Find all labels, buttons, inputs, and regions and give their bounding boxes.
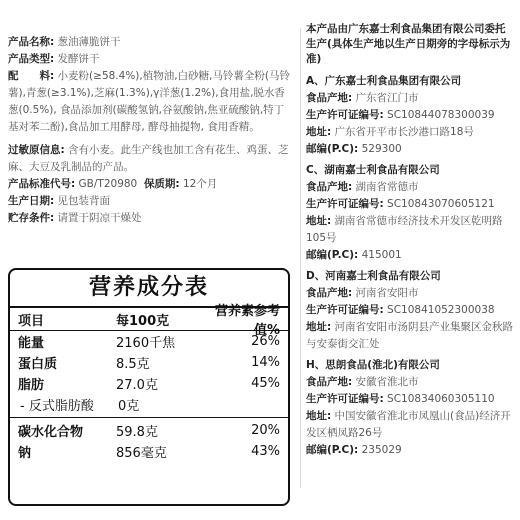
column-divider — [300, 28, 301, 488]
nutrient-amount: 0克 — [118, 399, 140, 414]
allergy-value: 含有小麦。此生产线也加工含有花生、鸡蛋、芝麻、大豆及乳制品的产品。 — [8, 144, 289, 173]
nutrition-header-row — [10, 304, 288, 338]
license-label: 生产许可证编号: — [306, 198, 384, 210]
storage-value: 请置于阴凉干燥处 — [57, 212, 142, 224]
nutrient-name: - 反式脂肪酸 — [20, 399, 94, 414]
license-label: 生产许可证编号: — [306, 304, 384, 316]
storage-label: 贮存条件: — [8, 212, 55, 224]
nutrient-nrv: 20% — [251, 423, 280, 438]
company-name: D、河南嘉士利食品有限公司 — [306, 270, 441, 282]
license-value: SC10844078300039 — [387, 109, 495, 121]
address-value: 湖南省常德市经济技术开发区乾明路105号 — [306, 215, 503, 244]
address-value: 河南省安阳市汤阴县产业集聚区金秋路与安泰街交汇处 — [306, 321, 514, 350]
header-nrv: 营养素参考值% — [214, 304, 280, 338]
product-type-row — [8, 51, 293, 68]
license-value: SC10841052300038 — [387, 304, 495, 316]
product-name-label: 产品名称: — [8, 36, 55, 48]
nutrient-name: 蛋白质 — [18, 357, 58, 372]
allergy-row — [8, 142, 293, 176]
origin-value: 湖南省常德市 — [355, 181, 419, 193]
nutrient-name: 钠 — [18, 446, 32, 461]
production-date-row — [8, 193, 293, 210]
company-name: A、广东嘉士利食品集团有限公司 — [306, 75, 462, 87]
company-name: C、湖南嘉士利食品有限公司 — [306, 164, 440, 176]
origin-label: 食品产地: — [306, 92, 353, 104]
nutrient-amount: 59.8克 — [116, 425, 158, 440]
origin-value: 广东省江门市 — [355, 92, 419, 104]
company-name: H、思朗食品(淮北)有限公司 — [306, 359, 440, 371]
shelf-life-label: 保质期: — [143, 178, 180, 190]
standard-value: GB/T20980 — [78, 178, 138, 190]
address-value: 中国安徽省淮北市凤凰山(食品)经济开发区栖凤路26号 — [306, 410, 511, 439]
nutrition-title: 营养成分表 — [10, 270, 288, 308]
company-block-c — [306, 162, 514, 264]
license-value: SC10843070605121 — [387, 198, 495, 210]
address-label: 地址: — [306, 215, 332, 227]
company-block-d — [306, 268, 514, 353]
nutrition-row-trans-fat — [10, 394, 288, 415]
origin-label: 食品产地: — [306, 287, 353, 299]
nutrition-row-fat — [10, 373, 288, 394]
nutrient-amount: 8.5克 — [116, 357, 150, 372]
ingredients-label: 配 料: — [8, 70, 55, 82]
nutrient-name: 脂肪 — [18, 378, 45, 393]
company-block-h — [306, 357, 514, 459]
ingredients-value: 小麦粉(≥58.4%),植物油,白砂糖,马铃薯全粉(马铃薯),青葱(≥3.1%),芝麻(1.3%),γ洋葱(1.2%),食用盐,脱水香葱(0.5%), 食品添加剂(碳酸氢钠,谷氨酸钠,焦亚硫酸钠,特丁基对苯二酚),食品加工用酵母, 酵母抽提物, 食用香精。 — [8, 70, 291, 133]
allergy-label: 过敏原信息: — [8, 144, 65, 156]
ingredients-row — [8, 68, 293, 136]
license-label: 生产许可证编号: — [306, 109, 384, 121]
nutrient-nrv: 45% — [251, 376, 280, 391]
standard-label: 产品标准代号: — [8, 178, 76, 190]
nutrition-divider — [10, 417, 288, 418]
nutrition-row-sodium — [10, 441, 288, 462]
shelf-life-value: 12个月 — [182, 178, 218, 190]
manufacturer-heading: 本产品由广东嘉士利食品集团有限公司委托生产(具体生产地以生产日期旁的字母标示为准) — [306, 23, 511, 65]
license-label: 生产许可证编号: — [306, 393, 384, 405]
header-per-100g: 每100克 — [116, 313, 170, 329]
product-info — [8, 34, 293, 227]
address-label: 地址: — [306, 126, 332, 138]
origin-value: 河南省安阳市 — [355, 287, 419, 299]
production-date-label: 生产日期: — [8, 195, 55, 207]
origin-label: 食品产地: — [306, 376, 353, 388]
product-name-row — [8, 34, 293, 51]
nutrient-amount: 2160千焦 — [116, 336, 176, 351]
standard-row — [8, 176, 293, 193]
product-type-label: 产品类型: — [8, 53, 55, 65]
nutrition-row-protein — [10, 352, 288, 373]
nutrient-name: 碳水化合物 — [18, 425, 84, 440]
product-type-value: 发酵饼干 — [57, 53, 100, 65]
postcode-value: 529300 — [361, 143, 402, 155]
nutrient-nrv: 26% — [251, 334, 280, 349]
postcode-value: 415001 — [361, 249, 402, 261]
origin-label: 食品产地: — [306, 181, 353, 193]
manufacturer-info — [306, 22, 514, 459]
nutrient-nrv: 14% — [251, 355, 280, 370]
nutrient-nrv: 43% — [251, 444, 280, 459]
nutrient-name: 能量 — [18, 336, 45, 351]
license-value: SC10834060305110 — [387, 393, 495, 405]
header-item: 项目 — [18, 313, 45, 329]
nutrient-amount: 856毫克 — [116, 446, 167, 461]
company-block-a — [306, 73, 514, 158]
nutrition-row-carbohydrate — [10, 420, 288, 441]
production-date-value: 见包装背面 — [57, 195, 111, 207]
product-name-value: 葱油薄脆饼干 — [57, 36, 121, 48]
address-label: 地址: — [306, 410, 332, 422]
address-value: 广东省开平市长沙港口路18号 — [334, 126, 474, 138]
nutrient-amount: 27.0克 — [116, 378, 158, 393]
nutrition-table — [8, 268, 290, 506]
origin-value: 安徽省淮北市 — [355, 376, 419, 388]
postcode-label: 邮编(P.C): — [306, 143, 359, 155]
postcode-value: 235029 — [361, 444, 402, 456]
nutrition-row-energy — [10, 331, 288, 352]
postcode-label: 邮编(P.C): — [306, 444, 359, 456]
postcode-label: 邮编(P.C): — [306, 249, 359, 261]
storage-row — [8, 210, 293, 227]
address-label: 地址: — [306, 321, 332, 333]
